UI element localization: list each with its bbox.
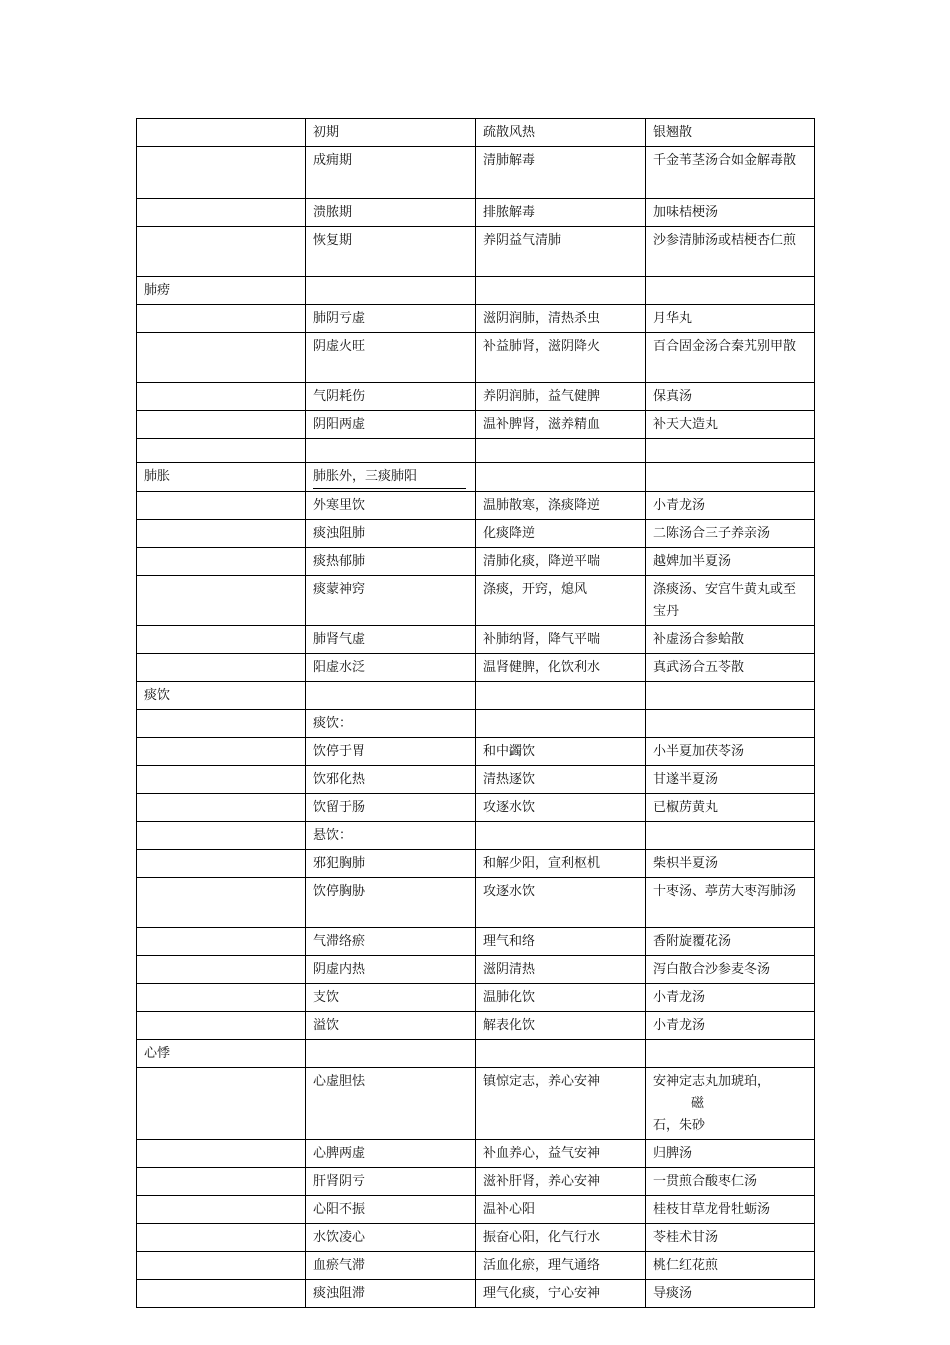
formula-cell [646,710,815,738]
disease-cell [137,766,306,794]
stage-cell: 痰浊阻肺 [306,520,476,548]
method-cell: 镇惊定志，养心安神 [476,1068,646,1140]
method-cell: 清肺解毒 [476,147,646,199]
method-cell: 补血养心，益气安神 [476,1140,646,1168]
disease-cell [137,305,306,333]
table-row [137,305,815,333]
stage-cell: 饮停于胃 [306,738,476,766]
stage-cell: 水饮凌心 [306,1224,476,1252]
table-row [137,1196,815,1224]
method-cell: 理气和络 [476,928,646,956]
table-row [137,766,815,794]
method-cell [476,710,646,738]
table-row [137,1012,815,1040]
stage-cell: 饮停胸胁 [306,878,476,928]
stage-cell: 痰饮： [306,710,476,738]
formula-cell: 桃仁红花煎 [646,1252,815,1280]
disease-cell [137,1280,306,1308]
formula-cell: 涤痰汤、安宫牛黄丸或至宝丹 [646,576,815,626]
stage-cell: 气滞络瘀 [306,928,476,956]
method-cell: 滋阴润肺，清热杀虫 [476,305,646,333]
stage-cell: 肺肾气虚 [306,626,476,654]
table-row [137,520,815,548]
disease-cell: 心悸 [137,1040,306,1068]
formula-cell [646,1040,815,1068]
disease-cell [137,956,306,984]
table-row [137,1224,815,1252]
table-row [137,463,815,492]
formula-cell [646,1068,815,1140]
method-cell [476,822,646,850]
method-cell [476,682,646,710]
table-row [137,822,815,850]
stage-cell: 恢复期 [306,227,476,277]
stage-cell: 阴虚内热 [306,956,476,984]
stage-cell: 初期 [306,119,476,147]
stage-cell: 痰浊阻滞 [306,1280,476,1308]
method-cell: 清热逐饮 [476,766,646,794]
disease-cell [137,520,306,548]
table-row [137,850,815,878]
formula-cell: 柴枳半夏汤 [646,850,815,878]
table-row [137,1068,815,1140]
stage-cell: 心脾两虚 [306,1140,476,1168]
formula-cell: 导痰汤 [646,1280,815,1308]
formula-cell: 千金苇茎汤合如金解毒散 [646,147,815,199]
method-cell: 温肾健脾，化饮利水 [476,654,646,682]
disease-cell [137,850,306,878]
disease-cell [137,1140,306,1168]
formula-cell: 月华丸 [646,305,815,333]
method-cell: 养阴润肺，益气健脾 [476,383,646,411]
stage-cell: 邪犯胸肺 [306,850,476,878]
formula-cell: 二陈汤合三子养亲汤 [646,520,815,548]
stage-cell: 饮留于肠 [306,794,476,822]
formula-cell: 苓桂术甘汤 [646,1224,815,1252]
formula-cell [646,439,815,463]
method-cell: 温肺散寒，涤痰降逆 [476,492,646,520]
method-cell: 养阴益气清肺 [476,227,646,277]
disease-cell [137,119,306,147]
formula-cell: 补天大造丸 [646,411,815,439]
table-row [137,199,815,227]
method-cell: 和解少阳，宣利枢机 [476,850,646,878]
stage-cell: 心阳不振 [306,1196,476,1224]
disease-cell [137,928,306,956]
table-row [137,1252,815,1280]
disease-cell [137,710,306,738]
formula-cell: 真武汤合五苓散 [646,654,815,682]
table-row [137,492,815,520]
formula-cell: 小半夏加茯苓汤 [646,738,815,766]
stage-cell: 成痈期 [306,147,476,199]
stage-cell: 阳虚水泛 [306,654,476,682]
formula-cell [646,682,815,710]
table-row [137,1040,815,1068]
table-row [137,738,815,766]
disease-cell [137,738,306,766]
formula-cell: 甘遂半夏汤 [646,766,815,794]
table-row [137,794,815,822]
stage-cell: 痰蒙神窍 [306,576,476,626]
disease-cell [137,147,306,199]
stage-cell [306,439,476,463]
table-row [137,227,815,277]
disease-cell: 肺痨 [137,277,306,305]
disease-cell [137,1252,306,1280]
stage-cell [306,682,476,710]
stage-cell: 饮邪化热 [306,766,476,794]
method-cell: 理气化痰，宁心安神 [476,1280,646,1308]
formula-cell [646,822,815,850]
stage-cell: 心虚胆怯 [306,1068,476,1140]
stage-cell: 肝肾阴亏 [306,1168,476,1196]
stage-cell: 支饮 [306,984,476,1012]
disease-cell [137,654,306,682]
formula-part: 安神定志丸加琥珀， [653,1074,771,1089]
method-cell: 活血化瘀，理气通络 [476,1252,646,1280]
table-row [137,147,815,199]
formula-cell: 小青龙汤 [646,984,815,1012]
method-cell: 排脓解毒 [476,199,646,227]
stage-cell: 血瘀气滞 [306,1252,476,1280]
table-row [137,411,815,439]
stage-cell: 外寒里饮 [306,492,476,520]
formula-cell: 加味桔梗汤 [646,199,815,227]
table-row [137,878,815,928]
disease-cell [137,1196,306,1224]
method-cell: 清肺化痰，降逆平喘 [476,548,646,576]
table-row [137,383,815,411]
method-cell: 和中蠲饮 [476,738,646,766]
stage-cell [306,277,476,305]
table-row [137,1140,815,1168]
method-cell: 补肺纳肾，降气平喘 [476,626,646,654]
table-row [137,984,815,1012]
stage-cell: 悬饮： [306,822,476,850]
disease-cell [137,383,306,411]
formula-cell: 桂枝甘草龙骨牡蛎汤 [646,1196,815,1224]
method-cell: 解表化饮 [476,1012,646,1040]
stage-cell: 痰热郁肺 [306,548,476,576]
table-row [137,682,815,710]
formula-cell: 沙参清肺汤或桔梗杏仁煎 [646,227,815,277]
disease-cell [137,1168,306,1196]
disease-cell [137,227,306,277]
method-cell [476,463,646,492]
disease-cell [137,333,306,383]
underlined-note: 肺胀外，三痰肺阳 [313,466,466,489]
formula-cell: 已椒苈黄丸 [646,794,815,822]
disease-cell: 肺胀 [137,463,306,492]
disease-cell [137,822,306,850]
formula-cell: 越婢加半夏汤 [646,548,815,576]
formula-cell: 银翘散 [646,119,815,147]
disease-cell [137,794,306,822]
table-row [137,548,815,576]
formula-cell [646,277,815,305]
disease-cell [137,984,306,1012]
formula-cell: 补虚汤合参蛤散 [646,626,815,654]
disease-cell [137,199,306,227]
formula-cell: 十枣汤、葶苈大枣泻肺汤 [646,878,815,928]
table-row [137,439,815,463]
disease-cell: 痰饮 [137,682,306,710]
stage-cell [306,463,476,492]
table-row [137,956,815,984]
formula-cell: 百合固金汤合秦艽别甲散 [646,333,815,383]
stage-cell: 阴阳两虚 [306,411,476,439]
table-row [137,928,815,956]
disease-cell [137,626,306,654]
disease-cell [137,1012,306,1040]
method-cell: 振奋心阳，化气行水 [476,1224,646,1252]
stage-cell: 溢饮 [306,1012,476,1040]
method-cell: 滋阴清热 [476,956,646,984]
method-cell: 温补心阳 [476,1196,646,1224]
table-row [137,710,815,738]
table-row [137,1280,815,1308]
formula-cell: 小青龙汤 [646,1012,815,1040]
formula-cell: 小青龙汤 [646,492,815,520]
formula-cell: 归脾汤 [646,1140,815,1168]
table-row [137,576,815,626]
method-cell: 疏散风热 [476,119,646,147]
stage-cell: 溃脓期 [306,199,476,227]
disease-cell [137,1068,306,1140]
stage-cell [306,1040,476,1068]
method-cell: 滋补肝肾，养心安神 [476,1168,646,1196]
disease-cell [137,411,306,439]
formula-cell: 保真汤 [646,383,815,411]
table-row [137,1168,815,1196]
method-cell: 攻逐水饮 [476,794,646,822]
method-cell [476,439,646,463]
method-cell: 化痰降逆 [476,520,646,548]
formula-cell: 香附旋覆花汤 [646,928,815,956]
method-cell: 补益肺肾，滋阴降火 [476,333,646,383]
disease-cell [137,1224,306,1252]
formula-cell [646,463,815,492]
table-row [137,333,815,383]
disease-cell [137,492,306,520]
formula-cell: 泻白散合沙参麦冬汤 [646,956,815,984]
disease-cell [137,439,306,463]
formula-cell: 一贯煎合酸枣仁汤 [646,1168,815,1196]
stage-cell: 阴虚火旺 [306,333,476,383]
table-row [137,654,815,682]
disease-cell [137,878,306,928]
method-cell [476,277,646,305]
table-row [137,626,815,654]
method-cell: 攻逐水饮 [476,878,646,928]
syndrome-treatment-table [136,118,815,1308]
method-cell: 温补脾肾，滋养精血 [476,411,646,439]
stage-cell: 气阴耗伤 [306,383,476,411]
disease-cell [137,548,306,576]
method-cell: 温肺化饮 [476,984,646,1012]
method-cell: 涤痰，开窍，熄风 [476,576,646,626]
formula-part: 磁 [691,1096,705,1111]
table-row [137,119,815,147]
disease-cell [137,576,306,626]
formula-part: 石，朱砂 [653,1118,706,1133]
method-cell [476,1040,646,1068]
stage-cell: 肺阴亏虚 [306,305,476,333]
table-row [137,277,815,305]
